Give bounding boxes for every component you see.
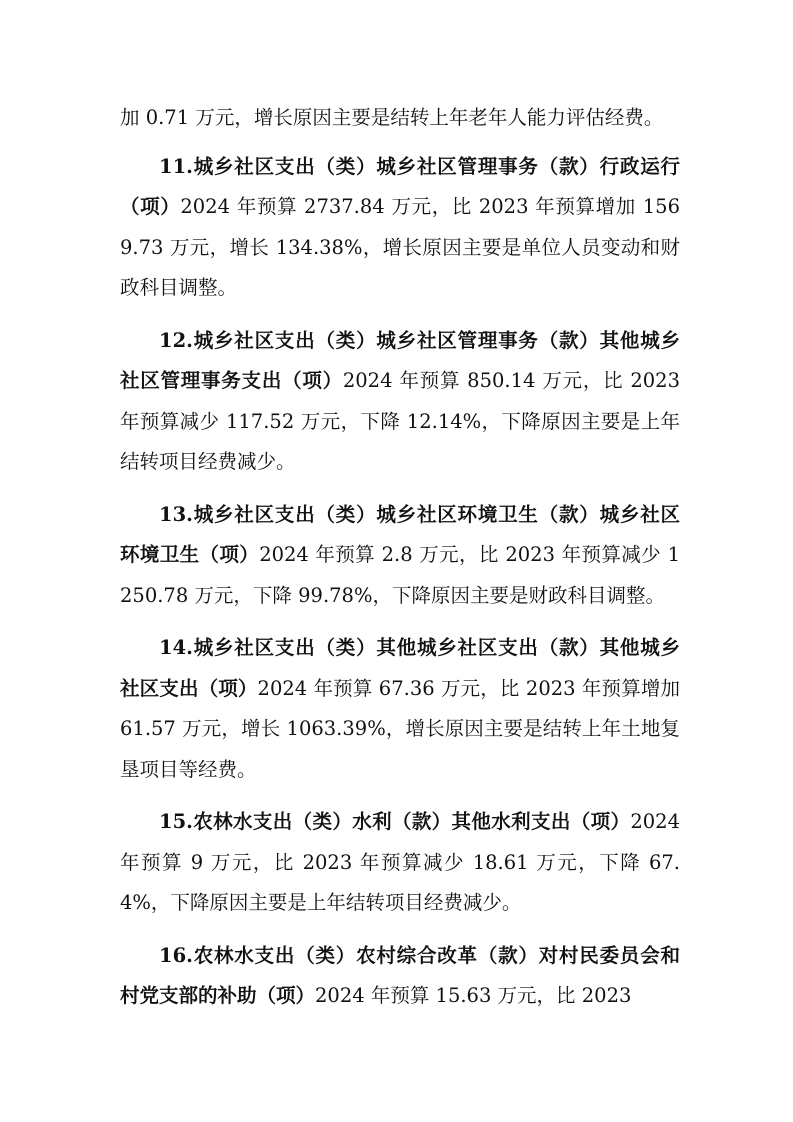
document-page xyxy=(120,98,680,1029)
paragraph-heading: 13.城乡社区支出（类）城乡社区环境卫生（款）城乡社区环境卫生（项） xyxy=(120,502,680,566)
paragraph-heading: 16.农林水支出（类）农村综合改革（款）对村民委员会和村党支部的补助（项） xyxy=(120,943,680,1007)
paragraph-heading: 15.农林水支出（类）水利（款）其他水利支出（项） xyxy=(159,810,631,833)
paragraph-continuation xyxy=(120,98,680,139)
paragraph-item-16 xyxy=(120,936,680,1017)
paragraph-heading: 14.城乡社区支出（类）其他城乡社区支出（款）其他城乡社区支出（项） xyxy=(120,636,680,700)
paragraph-text: 2024 年预算 2737.84 万元，比 2023 年预算增加 1569.73 万元，增长 134.38%，增长原因主要是单位人员变动和财政科目调整。 xyxy=(120,195,680,299)
paragraph-text: 2024 年预算 850.14 万元，比 2023 年预算减少 117.52 万元，下降 12.14%，下降原因主要是上年结转项目经费减少。 xyxy=(120,369,680,473)
paragraph-text: 2024 年预算 67.36 万元，比 2023 年预算增加 61.57 万元，增长 1063.39%，增长原因主要是结转上年土地复垦项目等经费。 xyxy=(120,676,680,781)
paragraph-heading: 11.城乡社区支出（类）城乡社区管理事务（款）行政运行（项） xyxy=(120,154,680,218)
paragraph-item-14 xyxy=(120,628,680,790)
paragraph-text: 2024 年预算 9 万元，比 2023 年预算减少 18.61 万元，下降 67.4%，下降原因主要是上年结转项目经费减少。 xyxy=(120,810,680,914)
paragraph-item-12 xyxy=(120,321,680,483)
paragraph-heading: 12.城乡社区支出（类）城乡社区管理事务（款）其他城乡社区管理事务支出（项） xyxy=(120,328,680,392)
paragraph-item-15 xyxy=(120,802,680,924)
paragraph-item-11 xyxy=(120,147,680,309)
paragraph-text: 加 0.71 万元，增长原因主要是结转上年老年人能力评估经费。 xyxy=(120,106,664,129)
paragraph-item-13 xyxy=(120,495,680,617)
paragraph-text: 2024 年预算 15.63 万元，比 2023 xyxy=(315,984,632,1007)
paragraph-text: 2024 年预算 2.8 万元，比 2023 年预算减少 1250.78 万元，下降 99.78%，下降原因主要是财政科目调整。 xyxy=(120,543,680,607)
